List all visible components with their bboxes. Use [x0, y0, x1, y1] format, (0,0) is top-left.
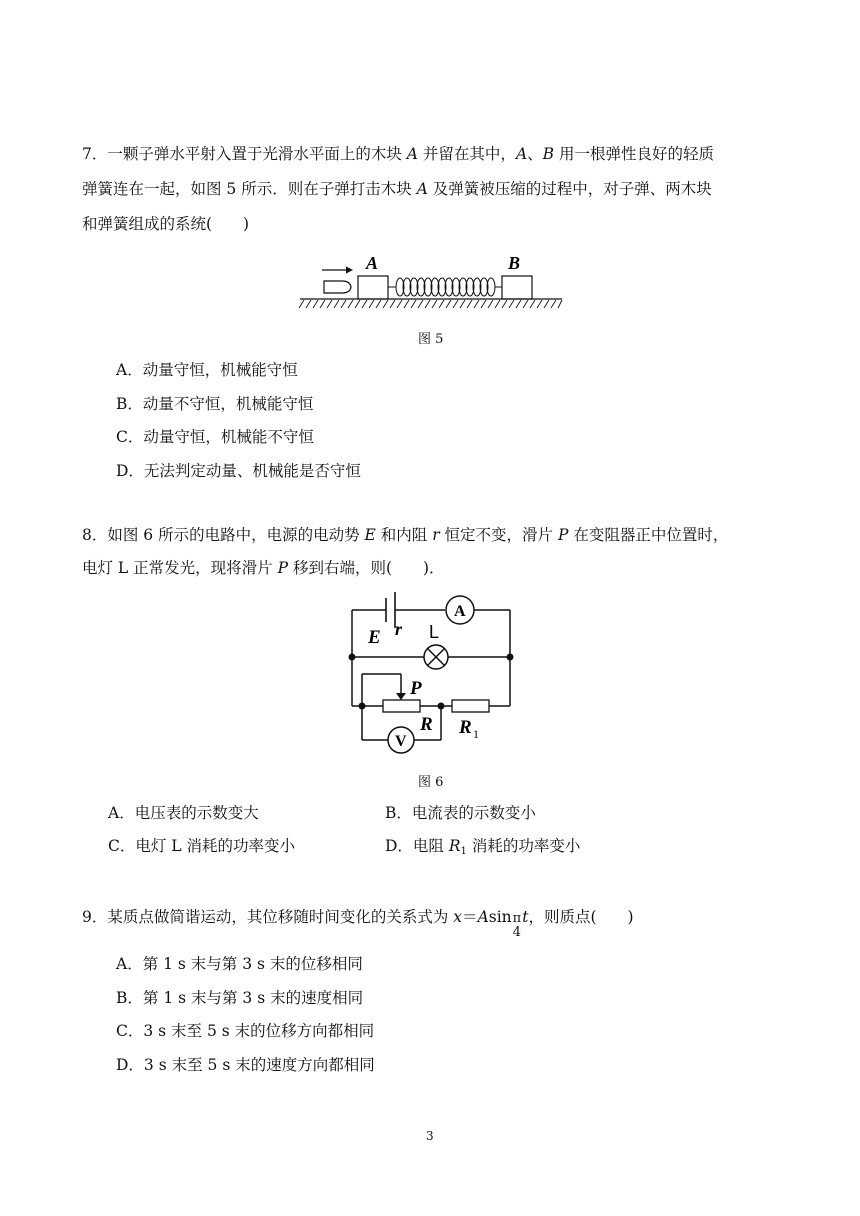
voltmeter-label: V	[395, 733, 407, 750]
internal-resistance-label: r	[395, 619, 403, 639]
figure-6-caption: 图 6	[418, 775, 444, 790]
r1-subscript: 1	[473, 727, 479, 741]
slider-label: P	[410, 678, 422, 699]
q7-line-1: 7．一颗子弹水平射入置于光滑水平面上的木块 A 并留在其中，A、B 用一根弹性良好的轻质	[82, 145, 714, 163]
figure-5-bullet-block-spring	[296, 252, 566, 314]
q7-line-3: 和弹簧组成的系统( )	[82, 215, 250, 233]
figure-6-circuit	[340, 590, 524, 756]
q9-option-a: A．第 1 s 末与第 3 s 末的位移相同	[116, 955, 363, 973]
figure-5-caption: 图 5	[418, 332, 444, 347]
q7-option-c: C．动量守恒，机械能不守恒	[116, 428, 314, 446]
pi-over-4-fraction: π 4	[512, 911, 522, 940]
q8-line-1: 8．如图 6 所示的电路中，电源的电动势 E 和内阻 r 恒定不变，滑片 P 在变阻器正中位置时，	[82, 526, 729, 544]
q8-option-c: C．电灯 L 消耗的功率变小	[108, 837, 296, 855]
q9-option-b: B．第 1 s 末与第 3 s 末的速度相同	[116, 989, 364, 1007]
r1-label: R	[459, 717, 472, 738]
q7-option-b: B．动量不守恒，机械能守恒	[116, 395, 314, 413]
q9-option-c: C．3 s 末至 5 s 末的位移方向都相同	[116, 1022, 375, 1040]
page-number: 3	[426, 1129, 434, 1143]
q9-line: 9．某质点做简谐运动，其位移随时间变化的关系式为 x＝Asin π 4 t，则质点( )	[82, 908, 634, 940]
block-b-label: B	[508, 253, 521, 273]
q7-option-d: D．无法判定动量、机械能是否守恒	[116, 462, 361, 480]
block-a-label: A	[366, 253, 379, 273]
q8-option-d: D．电阻 $R_1$ 消耗的功率变小	[385, 837, 581, 857]
lamp-label: L	[429, 622, 440, 642]
q8-option-a: A．电压表的示数变大	[108, 804, 259, 822]
emf-label: E	[368, 627, 381, 648]
q8-option-b: B．电流表的示数变小	[385, 804, 536, 822]
q7-option-a: A．动量守恒，机械能守恒	[116, 361, 298, 379]
q8-line-2: 电灯 L 正常发光，现将滑片 P 移到右端，则( )．	[82, 559, 445, 577]
q7-line-2: 弹簧连在一起，如图 5 所示．则在子弹打击木块 A 及弹簧被压缩的过程中，对子弹、两木块	[82, 180, 712, 198]
q9-option-d: D．3 s 末至 5 s 末的速度方向都相同	[116, 1056, 375, 1074]
rheostat-label: R	[420, 714, 433, 735]
ammeter-label: A	[454, 603, 466, 620]
